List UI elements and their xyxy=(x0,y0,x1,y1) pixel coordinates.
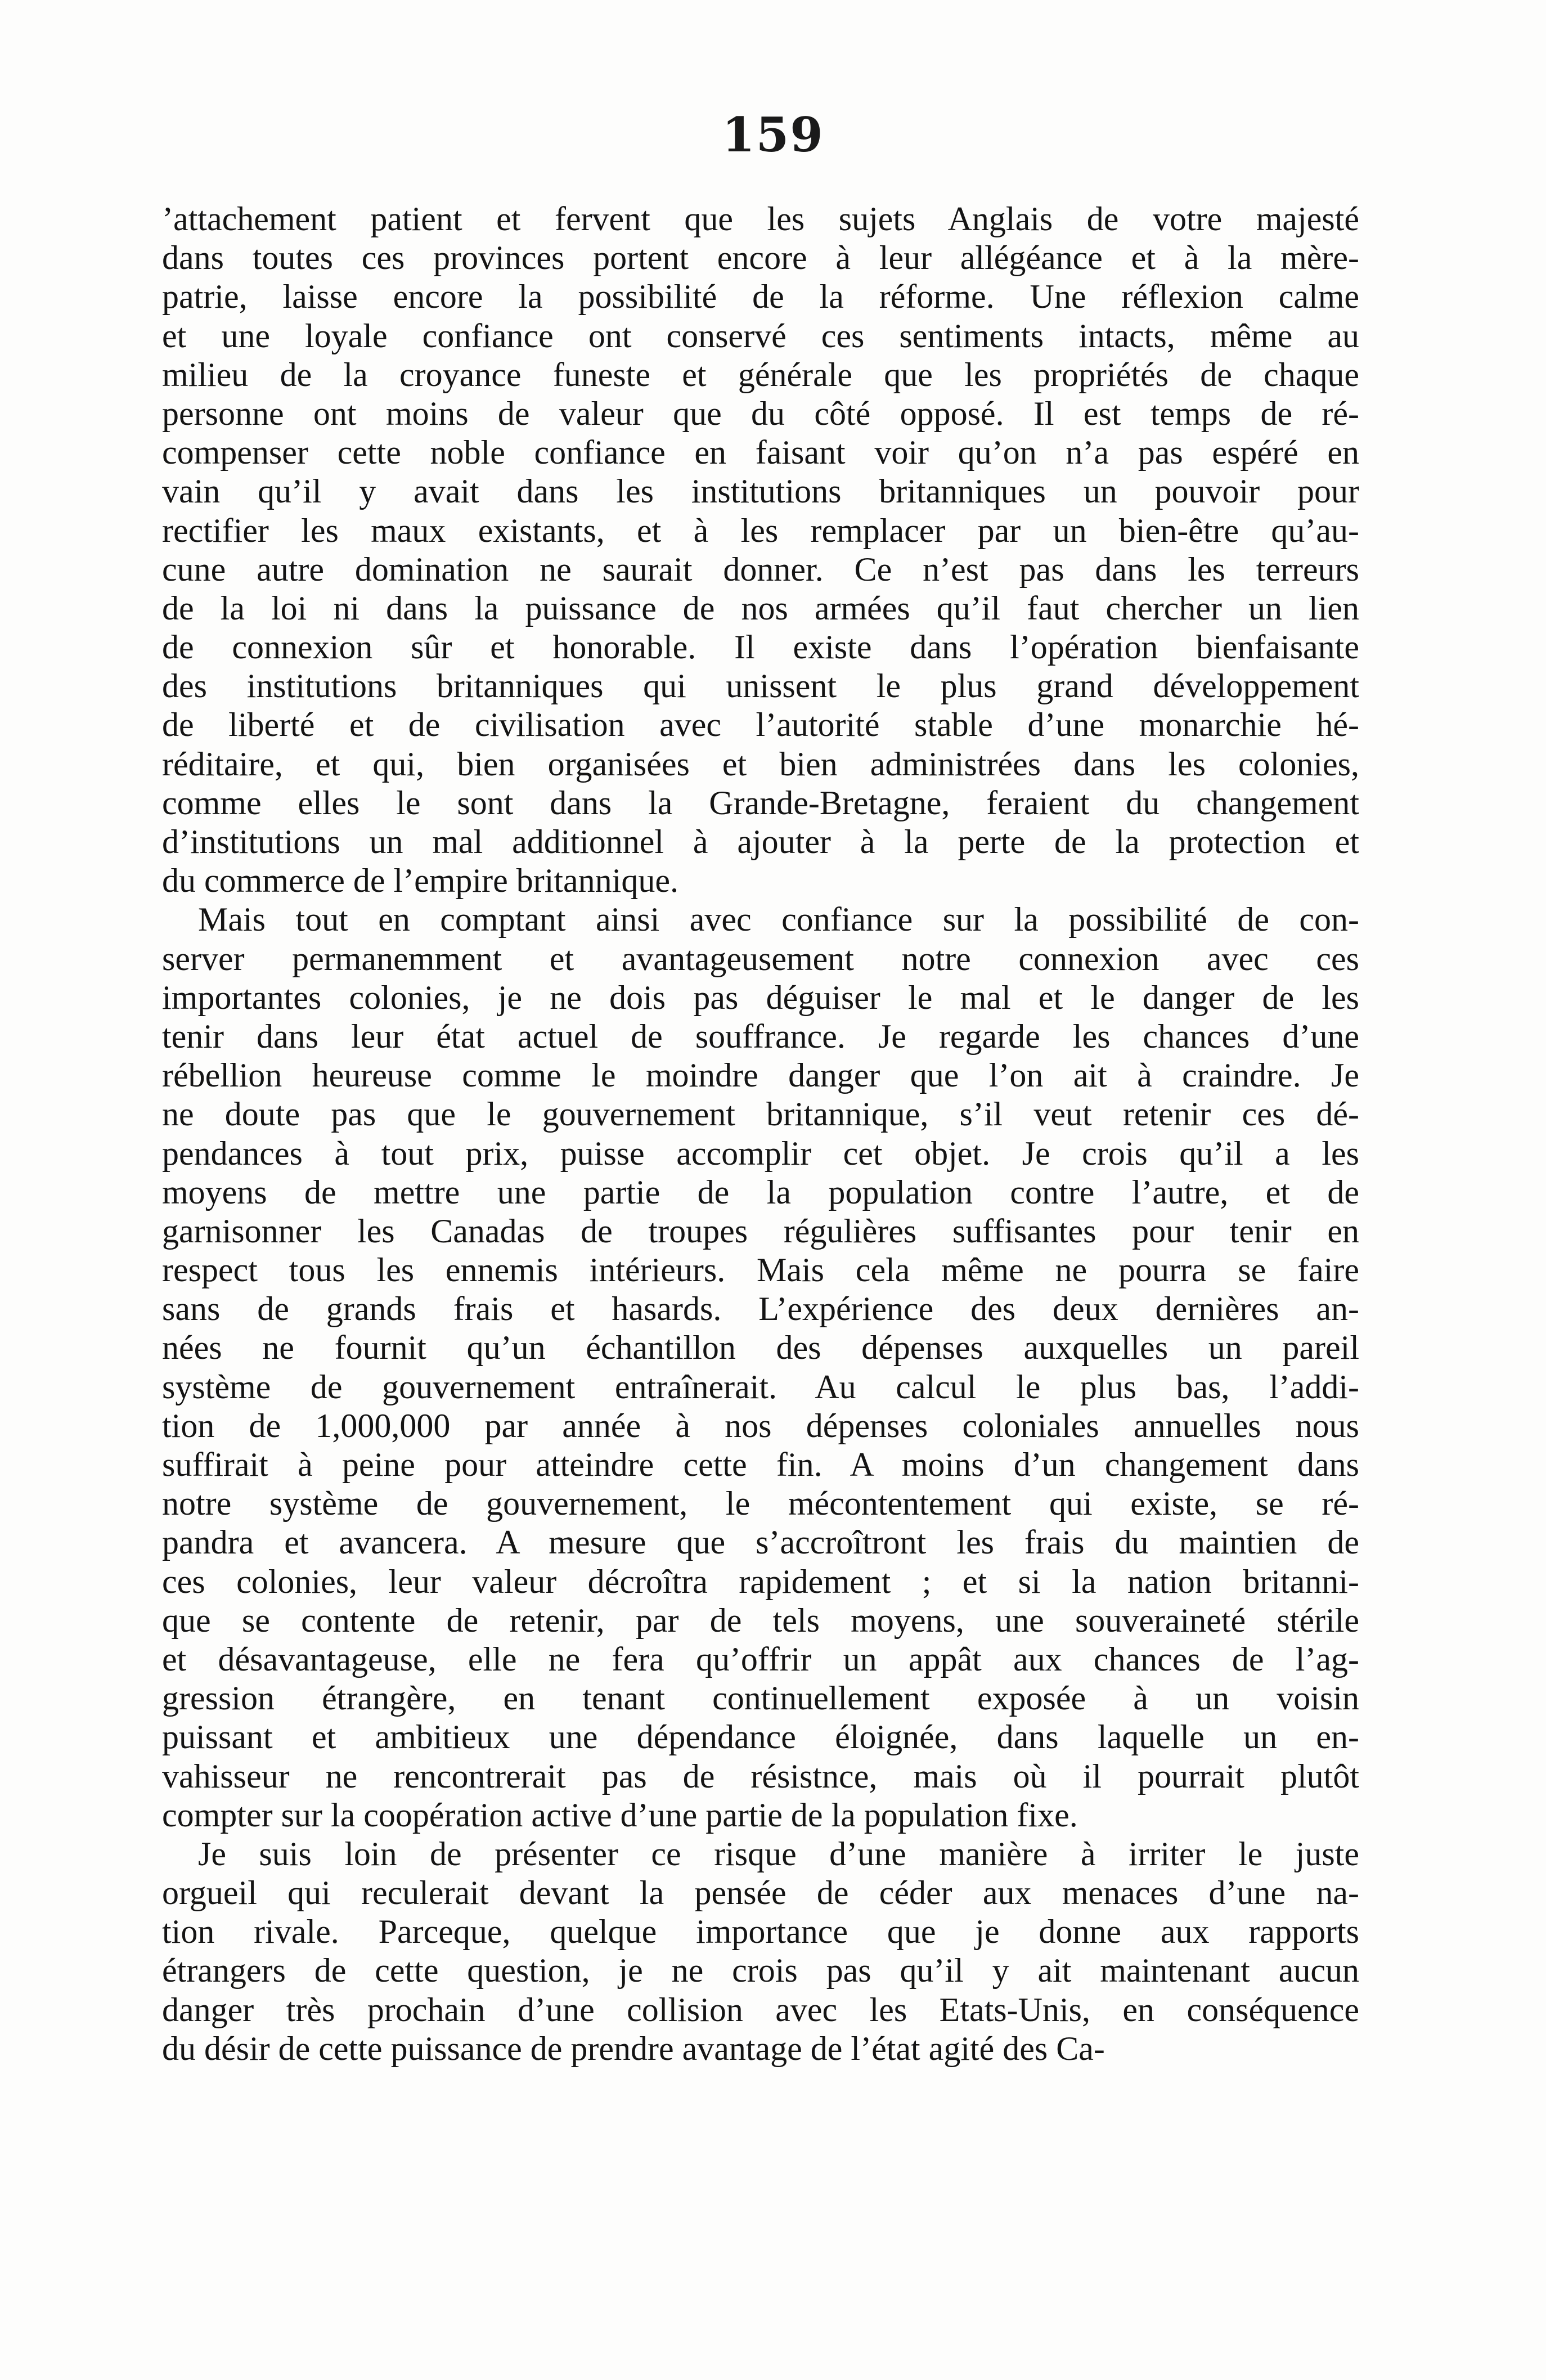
text-line: de liberté et de civilisation avec l’autorité stable d’une monarchie hé- xyxy=(162,706,1359,744)
text-line: de la loi ni dans la puissance de nos armées qu’il faut chercher un lien xyxy=(162,589,1359,627)
text-line: server permanemment et avantageusement notre connexion avec ces xyxy=(162,940,1359,977)
paragraph xyxy=(162,1835,1359,2068)
text-line: système de gouvernement entraînerait. Au calcul le plus bas, l’addi- xyxy=(162,1368,1359,1405)
text-line: et désavantageuse, elle ne fera qu’offrir un appât aux chances de l’ag- xyxy=(162,1640,1359,1678)
text-line: respect tous les ennemis intérieurs. Mais cela même ne pourra se faire xyxy=(162,1251,1359,1289)
text-line: orgueil qui reculerait devant la pensée de céder aux menaces d’une na- xyxy=(162,1874,1359,1912)
text-line: du désir de cette puissance de prendre avantage de l’état agité des Ca- xyxy=(162,2029,1105,2067)
text-line: personne ont moins de valeur que du côté opposé. Il est temps de ré- xyxy=(162,394,1359,432)
text-line: du commerce de l’empire britannique. xyxy=(162,862,678,900)
text-line: patrie, laisse encore la possibilité de la réforme. Une réflexion calme xyxy=(162,278,1359,316)
text-line: nées ne fournit qu’un échantillon des dépenses auxquelles un pareil xyxy=(162,1329,1359,1367)
text-line: rébellion heureuse comme le moindre danger que l’on ait à craindre. Je xyxy=(162,1057,1359,1094)
text-line: moyens de mettre une partie de la population contre l’autre, et de xyxy=(162,1173,1359,1211)
text-line: danger très prochain d’une collision avec les Etats-Unis, en conséquence xyxy=(162,1991,1359,2028)
text-line: garnisonner les Canadas de troupes régulières suffisantes pour tenir en xyxy=(162,1212,1359,1250)
text-line: ’attachement patient et fervent que les sujets Anglais de votre majesté xyxy=(162,200,1359,237)
text-line: tion rivale. Parceque, quelque importance que je donne aux rapports xyxy=(162,1913,1359,1951)
text-line: suffirait à peine pour atteindre cette fin. A moins d’un changement dans xyxy=(162,1446,1359,1483)
page-number: 159 xyxy=(722,107,824,163)
text-line: de connexion sûr et honorable. Il existe dans l’opération bienfaisante xyxy=(162,628,1359,666)
text-line: vain qu’il y avait dans les institutions britanniques un pouvoir pour xyxy=(162,473,1359,510)
text-line: comme elles le sont dans la Grande-Bretagne, feraient du changement xyxy=(162,784,1359,821)
paragraph xyxy=(162,200,1359,900)
text-line: tion de 1,000,000 par année à nos dépenses coloniales annuelles nous xyxy=(162,1407,1359,1444)
text-line: pandra et avancera. A mesure que s’accroîtront les frais du maintien de xyxy=(162,1524,1359,1561)
text-line: que se contente de retenir, par de tels moyens, une souveraineté stérile xyxy=(162,1601,1359,1639)
text-line: vahisseur ne rencontrerait pas de résistnce, mais où il pourrait plutôt xyxy=(162,1757,1359,1795)
text-line: cune autre domination ne saurait donner. Ce n’est pas dans les terreurs xyxy=(162,550,1359,588)
text-line: réditaire, et qui, bien organisées et bien administrées dans les colonies, xyxy=(162,745,1359,783)
text-line: Je suis loin de présenter ce risque d’une manière à irriter le juste xyxy=(198,1835,1359,1872)
text-line: sans de grands frais et hasards. L’expérience des deux dernières an- xyxy=(162,1290,1359,1328)
text-line: Mais tout en comptant ainsi avec confiance sur la possibilité de con- xyxy=(198,901,1359,938)
paragraph xyxy=(162,900,1359,1835)
body-text xyxy=(162,200,1359,2068)
text-line: d’institutions un mal additionnel à ajouter à la perte de la protection et xyxy=(162,823,1359,860)
text-line: ces colonies, leur valeur décroîtra rapidement ; et si la nation britanni- xyxy=(162,1562,1359,1600)
text-line: rectifier les maux existants, et à les remplacer par un bien-être qu’au- xyxy=(162,511,1359,549)
text-line: tenir dans leur état actuel de souffrance. Je regarde les chances d’une xyxy=(162,1017,1359,1055)
text-line: puissant et ambitieux une dépendance éloignée, dans laquelle un en- xyxy=(162,1718,1359,1756)
text-line: notre système de gouvernement, le mécontentement qui existe, se ré- xyxy=(162,1485,1359,1523)
text-line: compter sur la coopération active d’une partie de la population fixe. xyxy=(162,1796,1078,1834)
text-line: milieu de la croyance funeste et générale que les propriétés de chaque xyxy=(162,356,1359,393)
text-line: étrangers de cette question, je ne crois pas qu’il y ait maintenant aucun xyxy=(162,1952,1359,1990)
text-line: ne doute pas que le gouvernement britannique, s’il veut retenir ces dé- xyxy=(162,1095,1359,1133)
text-line: des institutions britanniques qui unissent le plus grand développement xyxy=(162,667,1359,705)
text-line: et une loyale confiance ont conservé ces sentiments intacts, même au xyxy=(162,317,1359,354)
text-line: gression étrangère, en tenant continuellement exposée à un voisin xyxy=(162,1680,1359,1717)
text-line: dans toutes ces provinces portent encore à leur allégéance et à la mère- xyxy=(162,239,1359,277)
text-line: pendances à tout prix, puisse accomplir cet objet. Je crois qu’il a les xyxy=(162,1134,1359,1172)
text-line: importantes colonies, je ne dois pas déguiser le mal et le danger de les xyxy=(162,978,1359,1016)
text-line: compenser cette noble confiance en faisant voir qu’on n’a pas espéré en xyxy=(162,434,1359,471)
